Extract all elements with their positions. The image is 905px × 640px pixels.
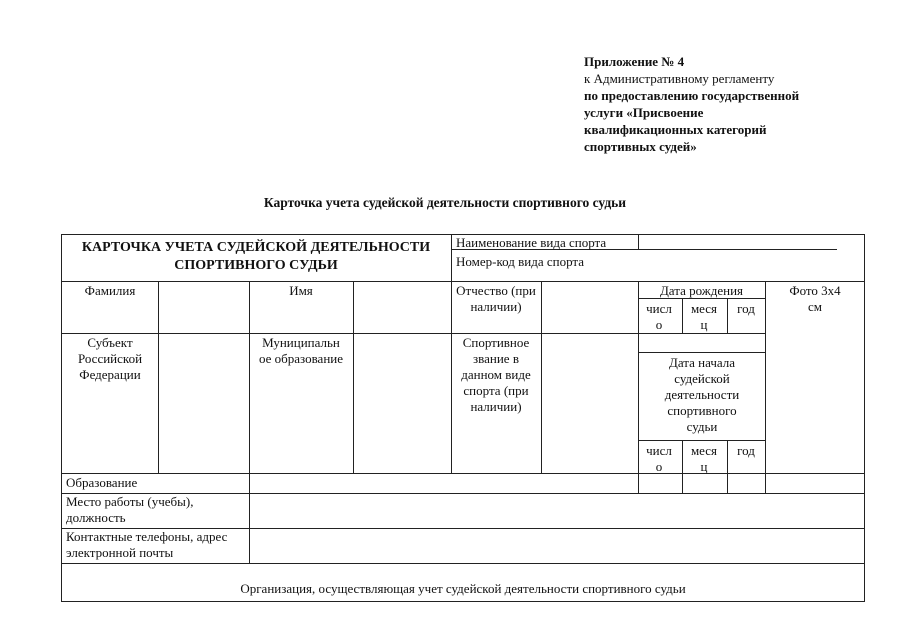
grid-line xyxy=(541,281,542,473)
judging-start-label: Дата начала судейской деятельности спортивного судьи xyxy=(664,355,740,434)
appendix-line-5: квалификационных категорий xyxy=(584,122,767,137)
grid-line xyxy=(638,440,765,441)
sport-name-label: Наименование вида спорта xyxy=(456,235,607,250)
sport-code-label: Номер-код вида спорта xyxy=(456,254,585,269)
education-label: Образование xyxy=(66,475,138,490)
grid-line xyxy=(62,473,864,474)
start-day-label: числ о xyxy=(646,443,672,474)
photo-label: Фото 3х4 см xyxy=(789,283,841,314)
appendix-number: Приложение № 4 xyxy=(584,54,685,69)
judge-card-table xyxy=(61,234,865,602)
contacts-label: Контактные телефоны, адрес электронной почты xyxy=(66,529,228,560)
birth-year-label: год xyxy=(737,301,755,316)
grid-line xyxy=(451,281,452,473)
appendix-block xyxy=(584,53,799,155)
appendix-line-6: спортивных судей» xyxy=(584,139,697,154)
grid-line xyxy=(682,440,683,493)
organization-label: Организация, осуществляющая учет судейской деятельности спортивного судьи xyxy=(240,581,686,596)
grid-line xyxy=(62,281,864,282)
grid-line xyxy=(62,563,864,564)
grid-line xyxy=(638,352,765,353)
birth-date-label: Дата рождения xyxy=(659,283,744,298)
name-label: Имя xyxy=(289,283,313,298)
start-year-label: год xyxy=(737,443,755,458)
appendix-line-3: по предоставлению государственной xyxy=(584,88,800,103)
grid-line xyxy=(765,281,766,493)
municipality-label: Муниципальн ое образование xyxy=(258,335,344,366)
grid-line xyxy=(638,235,639,249)
grid-line xyxy=(158,281,159,473)
grid-line xyxy=(353,281,354,473)
birth-day-label: числ о xyxy=(646,301,672,332)
sport-title-label: Спортивное звание в данном виде спорта (при наличии) xyxy=(461,335,531,414)
surname-label: Фамилия xyxy=(84,283,136,298)
document-title: Карточка учета судейской деятельности спортивного судьи xyxy=(263,195,627,210)
grid-line xyxy=(638,281,639,493)
birth-month-label: меся ц xyxy=(690,301,718,332)
card-header-title: КАРТОЧКА УЧЕТА СУДЕЙСКОЙ ДЕЯТЕЛЬНОСТИ СПОРТИВНОГО СУДЬИ xyxy=(81,240,431,273)
work-label: Место работы (учебы), должность xyxy=(66,494,194,525)
grid-line xyxy=(62,333,765,334)
grid-line xyxy=(682,298,683,333)
grid-line xyxy=(451,235,452,281)
patronymic-label: Отчество (при наличии) xyxy=(456,283,536,314)
appendix-line-2: к Административному регламенту xyxy=(584,71,775,86)
grid-line xyxy=(249,281,250,563)
start-month-label: меся ц xyxy=(690,443,718,474)
subject-label: Субъект Российской Федерации xyxy=(77,335,143,382)
appendix-line-4: услуги «Присвоение xyxy=(584,105,704,120)
